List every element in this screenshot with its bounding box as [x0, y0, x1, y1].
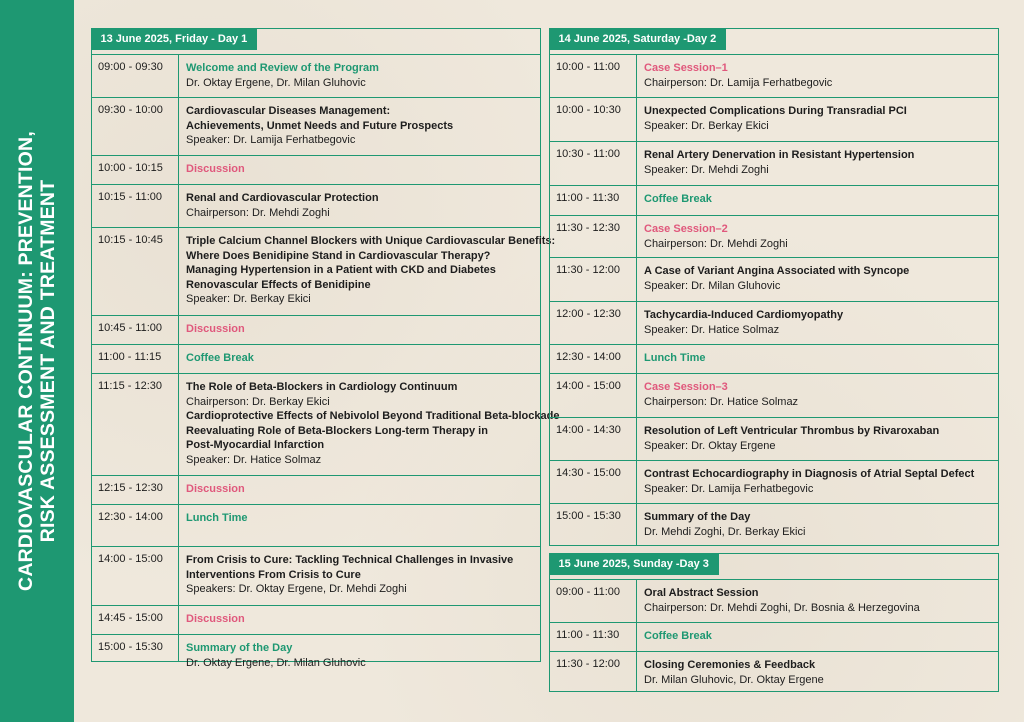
column-divider [636, 623, 637, 652]
session-title: Lunch Time [644, 352, 706, 364]
session-title: The Role of Beta-Blockers in Cardiology Continuum [186, 381, 458, 393]
session-details [186, 612, 536, 627]
session-details [186, 104, 536, 148]
session-row [92, 373, 560, 476]
column-divider [178, 185, 179, 228]
session-title: Reevaluating Role of Beta-Blockers Long-term Therapy in [186, 424, 488, 437]
day-3-schedule [549, 553, 999, 692]
session-details [644, 192, 994, 207]
session-title: Renovascular Effects of Benidipine [186, 278, 371, 291]
session-details [644, 308, 994, 337]
session-row [550, 622, 998, 652]
session-row [92, 475, 540, 505]
session-title: Summary of the Day [644, 511, 751, 523]
session-row [550, 579, 998, 623]
session-title: A Case of Variant Angina Associated with Syncope [644, 265, 910, 277]
column-divider [178, 228, 179, 316]
column-divider [636, 374, 637, 418]
column-divider [636, 98, 637, 142]
session-time: 09:30 - 10:00 [98, 104, 163, 116]
column-divider [178, 98, 179, 156]
session-time: 11:30 - 12:30 [556, 222, 621, 234]
column-divider [636, 216, 637, 258]
session-speaker: Chairperson: Dr. Lamija Ferhatbegovic [644, 76, 833, 89]
column-divider [636, 504, 637, 545]
session-row [92, 227, 556, 316]
session-title: Welcome and Review of the Program [186, 62, 379, 74]
session-details [186, 511, 536, 526]
session-speaker: Chairperson: Dr. Berkay Ekici [186, 395, 330, 408]
column-divider [178, 316, 179, 345]
session-row [550, 215, 998, 258]
session-speaker: Speaker: Dr. Lamija Ferhatbegovic [186, 134, 356, 146]
session-row [92, 504, 540, 547]
session-row [92, 344, 540, 374]
session-details [186, 162, 536, 177]
session-row [92, 54, 540, 98]
day-1-schedule [91, 28, 560, 669]
column-divider [636, 580, 637, 623]
session-title: Cardiovascular Diseases Management: [186, 105, 391, 117]
session-title: Achievements, Unmet Needs and Future Prospects [186, 119, 454, 132]
session-time: 10:00 - 10:15 [98, 162, 163, 174]
session-row [550, 257, 998, 302]
session-details [186, 553, 536, 597]
session-title: Coffee Break [186, 352, 254, 364]
session-speaker: Speaker: Dr. Berkay Ekici [644, 119, 769, 132]
session-title: Coffee Break [644, 193, 712, 205]
column-divider [178, 345, 179, 374]
session-row [92, 315, 540, 345]
column-divider [636, 258, 637, 302]
session-time: 11:30 - 12:00 [556, 264, 621, 276]
column-divider [636, 345, 637, 374]
session-time: 15:00 - 15:30 [556, 510, 621, 522]
session-speaker: Dr. Mehdi Zoghi, Dr. Berkay Ekici [644, 525, 806, 538]
session-speaker: Speaker: Dr. Mehdi Zoghi [644, 163, 769, 176]
session-time: 10:15 - 10:45 [98, 234, 163, 246]
session-speaker: Dr. Oktay Ergene, Dr. Milan Gluhovic [186, 76, 366, 89]
session-details [644, 424, 994, 453]
session-time: 11:00 - 11:30 [556, 192, 620, 204]
column-divider [178, 156, 179, 185]
session-time: 11:00 - 11:15 [98, 351, 162, 363]
session-row [550, 417, 998, 461]
session-speaker: Dr. Oktay Ergene, Dr. Milan Gluhovic [186, 656, 366, 669]
day-header: 14 June 2025, Saturday -Day 2 [549, 28, 727, 50]
session-details [186, 380, 560, 467]
session-row [550, 54, 998, 98]
session-speaker: Speakers: Dr. Oktay Ergene, Dr. Mehdi Zoghi [186, 583, 407, 595]
column-divider [178, 606, 179, 635]
session-speaker: Dr. Milan Gluhovic, Dr. Oktay Ergene [644, 673, 824, 686]
session-row [550, 301, 998, 345]
session-time: 11:00 - 11:30 [556, 629, 620, 641]
column-divider [636, 55, 637, 98]
session-row [550, 344, 998, 374]
session-title: Oral Abstract Session [644, 587, 759, 599]
session-speaker: Speaker: Dr. Milan Gluhovic [644, 279, 781, 292]
session-title: Discussion [186, 613, 245, 625]
session-time: 14:00 - 15:00 [98, 553, 163, 565]
session-title: Unexpected Complications During Transradial PCI [644, 105, 907, 117]
session-time: 10:00 - 10:30 [556, 104, 621, 116]
session-time: 14:00 - 14:30 [556, 424, 621, 436]
session-details [186, 322, 536, 337]
column-divider [178, 635, 179, 661]
session-time: 14:00 - 15:00 [556, 380, 621, 392]
column-divider [636, 461, 637, 504]
session-time: 09:00 - 09:30 [98, 61, 163, 73]
day-header: 15 June 2025, Sunday -Day 3 [549, 553, 719, 575]
session-title: Post-Myocardial Infarction [186, 439, 325, 451]
session-title: Discussion [186, 483, 245, 495]
program-title [15, 11, 59, 711]
sidebar-banner [0, 0, 74, 722]
session-title: Discussion [186, 163, 245, 175]
session-row [550, 373, 998, 418]
session-time: 09:00 - 11:00 [556, 586, 621, 598]
column-divider [178, 476, 179, 505]
session-details [644, 629, 994, 644]
session-details [186, 482, 536, 497]
session-details [644, 510, 994, 539]
session-row [550, 97, 998, 142]
session-title: Lunch Time [186, 512, 248, 524]
session-title: Discussion [186, 323, 245, 335]
session-row [550, 651, 998, 691]
program-title-line-1: CARDIOVASCULAR CONTINUUM: PREVENTION, [15, 131, 37, 591]
session-speaker: Chairperson: Dr. Hatice Solmaz [644, 395, 799, 408]
column-divider [636, 418, 637, 461]
session-details [186, 641, 536, 670]
session-row [550, 141, 998, 186]
session-speaker: Chairperson: Dr. Mehdi Zoghi [186, 206, 330, 219]
session-row [550, 503, 998, 545]
session-details [644, 586, 994, 615]
session-time: 10:45 - 11:00 [98, 322, 163, 334]
session-title: Managing Hypertension in a Patient with CKD and Diabetes [186, 264, 496, 276]
session-time: 10:15 - 11:00 [98, 191, 163, 203]
session-speaker: Speaker: Dr. Oktay Ergene [644, 439, 776, 452]
session-time: 12:00 - 12:30 [556, 308, 621, 320]
session-details [644, 380, 994, 409]
session-time: 10:30 - 11:00 [556, 148, 621, 160]
session-title: Contrast Echocardiography in Diagnosis of Atrial Septal Defect [644, 468, 975, 480]
session-title: Where Does Benidipine Stand in Cardiovascular Therapy? [186, 249, 491, 262]
session-speaker: Speaker: Dr. Hatice Solmaz [186, 453, 322, 466]
session-details [644, 658, 994, 687]
session-time: 14:45 - 15:00 [98, 612, 163, 624]
session-row [92, 97, 540, 156]
session-details [644, 148, 994, 177]
session-title: Case Session–1 [644, 62, 728, 74]
session-title: Cardioprotective Effects of Nebivolol Beyond Traditional Beta-blockade [186, 410, 560, 422]
session-speaker: Speaker: Dr. Berkay Ekici [186, 293, 311, 305]
session-title: Coffee Break [644, 630, 712, 642]
session-details [644, 104, 994, 133]
session-title: Case Session–3 [644, 381, 728, 393]
program-title-line-2: RISK ASSESSMENT AND TREATMENT [37, 179, 59, 543]
session-details [644, 351, 994, 366]
column-divider [636, 302, 637, 345]
session-details [644, 222, 994, 251]
column-divider [178, 547, 179, 606]
session-details [644, 264, 994, 293]
session-row [92, 155, 540, 185]
session-details [186, 234, 556, 307]
session-row [92, 634, 540, 669]
session-title: Closing Ceremonies & Feedback [644, 659, 816, 671]
session-speaker: Speaker: Dr. Hatice Solmaz [644, 323, 780, 336]
column-divider [636, 186, 637, 216]
session-details [186, 61, 536, 90]
session-details [186, 191, 536, 220]
column-divider [178, 505, 179, 547]
session-row [550, 185, 998, 216]
column-divider [178, 374, 179, 476]
session-time: 15:00 - 15:30 [98, 641, 163, 653]
column-divider [636, 652, 637, 691]
session-row [550, 460, 998, 504]
session-time: 12:30 - 14:00 [556, 351, 621, 363]
session-speaker: Speaker: Dr. Lamija Ferhatbegovic [644, 482, 814, 495]
session-row [92, 546, 540, 606]
session-time: 10:00 - 11:00 [556, 61, 621, 73]
day-header: 13 June 2025, Friday - Day 1 [91, 28, 258, 50]
day-2-schedule [549, 28, 999, 546]
session-time: 12:15 - 12:30 [98, 482, 163, 494]
session-title: Case Session–2 [644, 223, 728, 235]
session-details [186, 351, 536, 366]
session-title: Renal Artery Denervation in Resistant Hypertension [644, 149, 915, 161]
session-title: Interventions From Crisis to Cure [186, 568, 361, 581]
column-divider [636, 142, 637, 186]
session-title: Renal and Cardiovascular Protection [186, 192, 379, 204]
session-time: 14:30 - 15:00 [556, 467, 621, 479]
session-row [92, 605, 540, 635]
session-time: 11:15 - 12:30 [98, 380, 163, 392]
session-title: Summary of the Day [186, 642, 293, 654]
session-speaker: Chairperson: Dr. Mehdi Zoghi, Dr. Bosnia & Herzegovina [644, 601, 920, 614]
session-title: Triple Calcium Channel Blockers with Unique Cardiovascular Benefits: [186, 235, 556, 247]
session-speaker: Chairperson: Dr. Mehdi Zoghi [644, 237, 788, 250]
session-row [92, 184, 540, 228]
session-time: 11:30 - 12:00 [556, 658, 621, 670]
session-time: 12:30 - 14:00 [98, 511, 163, 523]
session-details [644, 467, 994, 496]
session-title: Resolution of Left Ventricular Thrombus by Rivaroxaban [644, 425, 940, 437]
session-title: Tachycardia-Induced Cardiomyopathy [644, 309, 844, 321]
session-title: From Crisis to Cure: Tackling Technical Challenges in Invasive [186, 554, 514, 566]
session-details [644, 61, 994, 90]
column-divider [178, 55, 179, 98]
